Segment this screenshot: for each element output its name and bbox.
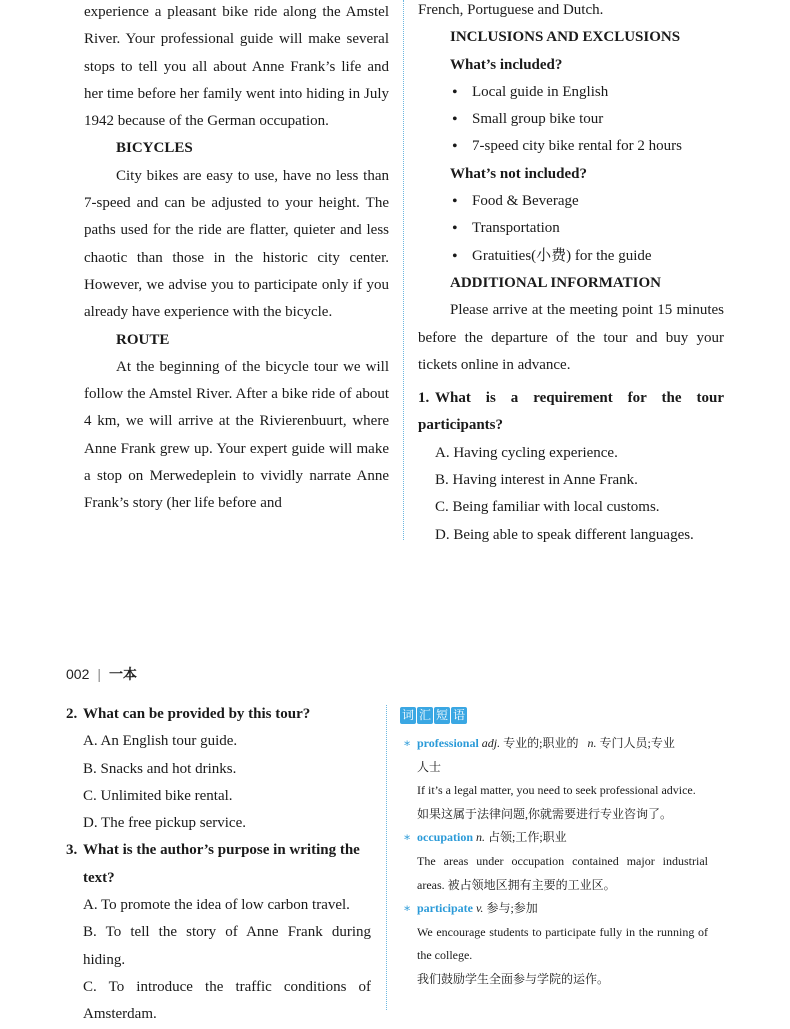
page-number: 002 — [66, 666, 90, 682]
heading-route: ROUTE — [116, 331, 170, 348]
question-text: What can be provided by this tour? — [83, 706, 311, 722]
list-item: • Gratuities(小费) for the guide — [418, 243, 724, 270]
vocab-list — [403, 732, 708, 992]
star-icon: ∗ — [403, 736, 412, 750]
option-b: B. Having interest in Anne Frank. — [435, 472, 638, 489]
brand-mark: 一本 — [109, 667, 137, 683]
option-c: C. To introduce the traffic conditions of Amsterdam. — [83, 978, 371, 1023]
vocab-example: The areas under occupation contained major industrial areas. 被占领地区拥有主要的工业区。 — [417, 853, 708, 892]
list-item: • 7-speed city bike rental for 2 hours — [418, 133, 724, 160]
heading-additional: ADDITIONAL INFORMATION — [450, 274, 661, 291]
list-item: • Transportation — [418, 215, 724, 242]
not-included-list — [418, 188, 724, 270]
column-divider-bottom — [386, 705, 387, 1010]
paragraph-bicycles: City bikes are easy to use, have no less than 7-speed and can be adjusted to your height. The paths used for the ride are flatter, quieter and less chaotic than those in the historic city center. However, we advise you to participate only if you already have experience with the bicycle. — [84, 167, 389, 321]
vocab-title-char: 语 — [452, 708, 465, 722]
paragraph-languages-cont: French, Portuguese and Dutch. — [418, 2, 604, 18]
option-a: A. To promote the idea of low carbon travel. — [83, 897, 350, 914]
option-c: C. Being familiar with local customs. — [435, 499, 660, 516]
vocab-title-char: 汇 — [418, 708, 431, 722]
vocab-example: If it’s a legal matter, you need to seek professional advice. — [417, 783, 696, 798]
question-2 — [66, 701, 371, 728]
vocab-entry-professional: ∗ professional adj. 专业的;职业的 n. 专门人员;专业 人士 If it’s a legal matter, you need to seek professional advice. 如果这属于法律问题,你就需要进行专业咨询了。 — [403, 732, 708, 826]
question-number: 2. — [66, 706, 78, 722]
question-number: 3. — [66, 842, 78, 859]
paragraph-route: At the beginning of the bicycle tour we will follow the Amstel River. After a bike ride of about 4 km, we will arrive at the Rivierenbuurt, where Anne Frank grew up. Your expert guide will make a stop on Merwedeplein to vividly narrate Anne Frank’s story (her life before and — [84, 358, 389, 512]
question-text: What is a requirement for the tour participants? — [418, 390, 724, 434]
left-bottom-column — [66, 701, 371, 1029]
heading-not-included: What’s not included? — [450, 165, 587, 182]
question-3 — [66, 837, 371, 892]
vocab-section-title — [400, 707, 467, 724]
vocab-title-char: 词 — [401, 708, 414, 722]
page-separator: | — [97, 666, 101, 682]
paragraph-additional: Please arrive at the meeting point 15 minutes before the departure of the tour and buy your tickets online in advance. — [418, 302, 724, 373]
question-number: 1. — [418, 390, 430, 407]
left-top-column — [84, 0, 389, 518]
heading-bicycles: BICYCLES — [116, 140, 193, 157]
heading-inclusions: INCLUSIONS AND EXCLUSIONS — [450, 29, 681, 46]
right-top-column — [418, 0, 724, 549]
list-item: • Local guide in English — [418, 79, 724, 106]
star-icon: ∗ — [403, 901, 412, 916]
vocab-entry-occupation: ∗ occupation n. 占领;工作;职业 The areas under occupation contained major industrial areas. 被占领地区拥有主要的工业区。 — [403, 826, 708, 897]
included-list — [418, 79, 724, 161]
list-item: • Food & Beverage — [418, 188, 724, 215]
option-a: A. Having cycling experience. — [435, 444, 618, 461]
vocab-example: We encourage students to participate fully in the running of the college. — [417, 924, 708, 963]
vocab-title-char: 短 — [435, 708, 448, 722]
option-b: B. To tell the story of Anne Frank during hiding. — [83, 924, 371, 968]
option-c: C. Unlimited bike rental. — [83, 787, 233, 804]
vocab-entry-participate: ∗ participate v. 参与;参加 We encourage students to participate fully in the running of the college. 我们鼓励学生全面参与学院的运作。 — [403, 897, 708, 991]
vocab-translation: 我们鼓励学生全面参与学院的运作。 — [417, 971, 610, 986]
question-1 — [418, 385, 724, 440]
heading-included: What’s included? — [450, 56, 563, 73]
star-icon: ∗ — [403, 830, 412, 845]
option-a: A. An English tour guide. — [83, 733, 238, 750]
option-b: B. Snacks and hot drinks. — [83, 760, 237, 777]
question-text: What is the author’s purpose in writing the text? — [83, 842, 360, 886]
page-number-footer — [66, 664, 137, 684]
option-d: D. The free pickup service. — [83, 815, 246, 832]
column-divider-top — [403, 0, 404, 540]
list-item: • Small group bike tour — [418, 106, 724, 133]
paragraph-intro-cont: experience a pleasant bike ride along the Amstel River. Your professional guide will make several stops to tell you all about Anne Frank’s life and her time before her family went into hiding in July 1942 because of the German occupation. — [84, 4, 389, 130]
option-d: D. Being able to speak different languages. — [435, 526, 694, 543]
vocab-translation: 如果这属于法律问题,你就需要进行专业咨询了。 — [417, 806, 673, 821]
